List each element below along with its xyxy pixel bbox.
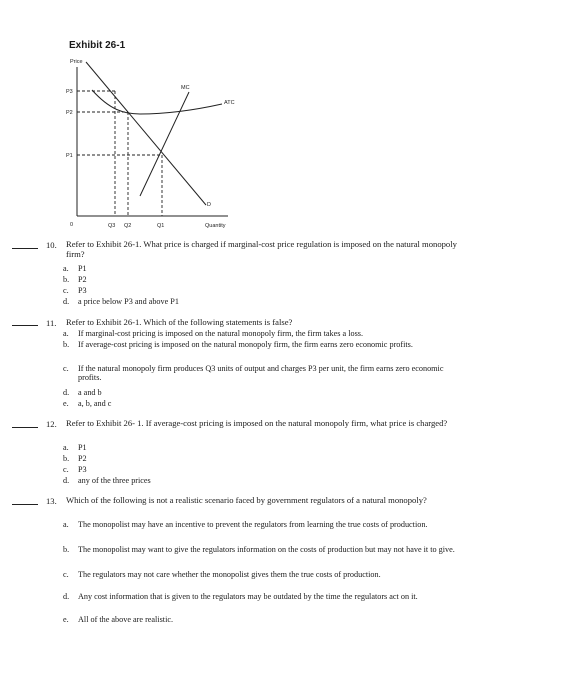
option-letter: c. (63, 465, 69, 474)
option-text: any of the three prices (78, 476, 151, 485)
answer-blank-11[interactable] (12, 325, 38, 326)
quantity-label-q2: Q2 (124, 223, 132, 229)
atc-curve-label: ATC (224, 100, 235, 106)
answer-blank-13[interactable] (12, 504, 38, 505)
option-text: If marginal-cost pricing is imposed on the natural monopoly firm, the firm takes a loss. (78, 329, 363, 338)
option-text: P3 (78, 286, 87, 295)
option-letter: b. (63, 454, 70, 463)
option-letter: b. (63, 275, 70, 284)
option-letter: b. (63, 340, 70, 349)
option-text: a and b (78, 388, 102, 397)
option-text: P1 (78, 443, 87, 452)
option-text: P1 (78, 264, 87, 273)
option-letter: d. (63, 592, 70, 601)
question-number: 13. (46, 496, 57, 506)
option-text: The monopolist may have an incentive to prevent the regulators from learning the true costs of production. (78, 520, 428, 529)
quantity-label-q3: Q3 (108, 223, 116, 229)
option-letter: a. (63, 520, 69, 529)
option-letter: a. (63, 329, 69, 338)
option-text: All of the above are realistic. (78, 615, 174, 624)
x-axis-label: Quantity (205, 223, 226, 229)
option-letter: d. (63, 297, 70, 306)
option-text: P3 (78, 465, 87, 474)
option-text: If the natural monopoly firm produces Q3 units of output and charges P3 per unit, the firm earns zero economic profits. (78, 364, 444, 383)
question-stem: Refer to Exhibit 26-1. What price is charged if marginal-cost price regulation is imposed on the natural monopoly firm? (66, 239, 457, 259)
price-label-p1: P1 (66, 153, 73, 159)
option-letter: d. (63, 476, 70, 485)
exhibit-title: Exhibit 26-1 (69, 40, 126, 51)
option-text: a, b, and c (78, 399, 112, 408)
option-text: Any cost information that is given to the regulators may be outdated by the time the regulators act on it. (78, 592, 418, 601)
question-number: 11. (46, 318, 57, 328)
price-label-p3: P3 (66, 89, 73, 95)
atc-curve (92, 90, 222, 114)
option-letter: a. (63, 443, 69, 452)
option-text: The regulators may not care whether the monopolist gives them the true costs of production. (78, 570, 381, 579)
option-letter: c. (63, 364, 69, 373)
question-number: 12. (46, 419, 57, 429)
answer-blank-12[interactable] (12, 427, 38, 428)
answer-blank-10[interactable] (12, 248, 38, 249)
y-axis-label: Price (70, 59, 83, 65)
demand-curve-label: D (207, 202, 211, 208)
option-text: If average-cost pricing is imposed on the natural monopoly firm, the firm earns zero economic profits. (78, 340, 413, 349)
question-stem: Refer to Exhibit 26- 1. If average-cost pricing is imposed on the natural monopoly firm, what price is charged? (66, 418, 448, 428)
option-letter: d. (63, 388, 70, 397)
option-text: a price below P3 and above P1 (78, 297, 179, 306)
price-label-p2: P2 (66, 110, 73, 116)
mc-curve (140, 92, 189, 196)
option-letter: b. (63, 545, 70, 554)
question-stem: Refer to Exhibit 26-1. Which of the following statements is false? (66, 317, 293, 327)
question-stem: Which of the following is not a realistic scenario faced by government regulators of a natural monopoly? (66, 495, 427, 505)
guide-lines (77, 91, 162, 216)
option-text: P2 (78, 454, 87, 463)
option-letter: c. (63, 570, 69, 579)
question-number: 10. (46, 240, 57, 250)
option-text: The monopolist may want to give the regulators information on the costs of production but may not have it to give. (78, 545, 455, 554)
origin-label: 0 (70, 222, 74, 228)
option-letter: c. (63, 286, 69, 295)
mc-curve-label: MC (181, 85, 190, 91)
option-letter: e. (63, 615, 69, 624)
quantity-label-q1: Q1 (157, 223, 165, 229)
option-letter: a. (63, 264, 69, 273)
option-letter: e. (63, 399, 69, 408)
option-text: P2 (78, 275, 87, 284)
